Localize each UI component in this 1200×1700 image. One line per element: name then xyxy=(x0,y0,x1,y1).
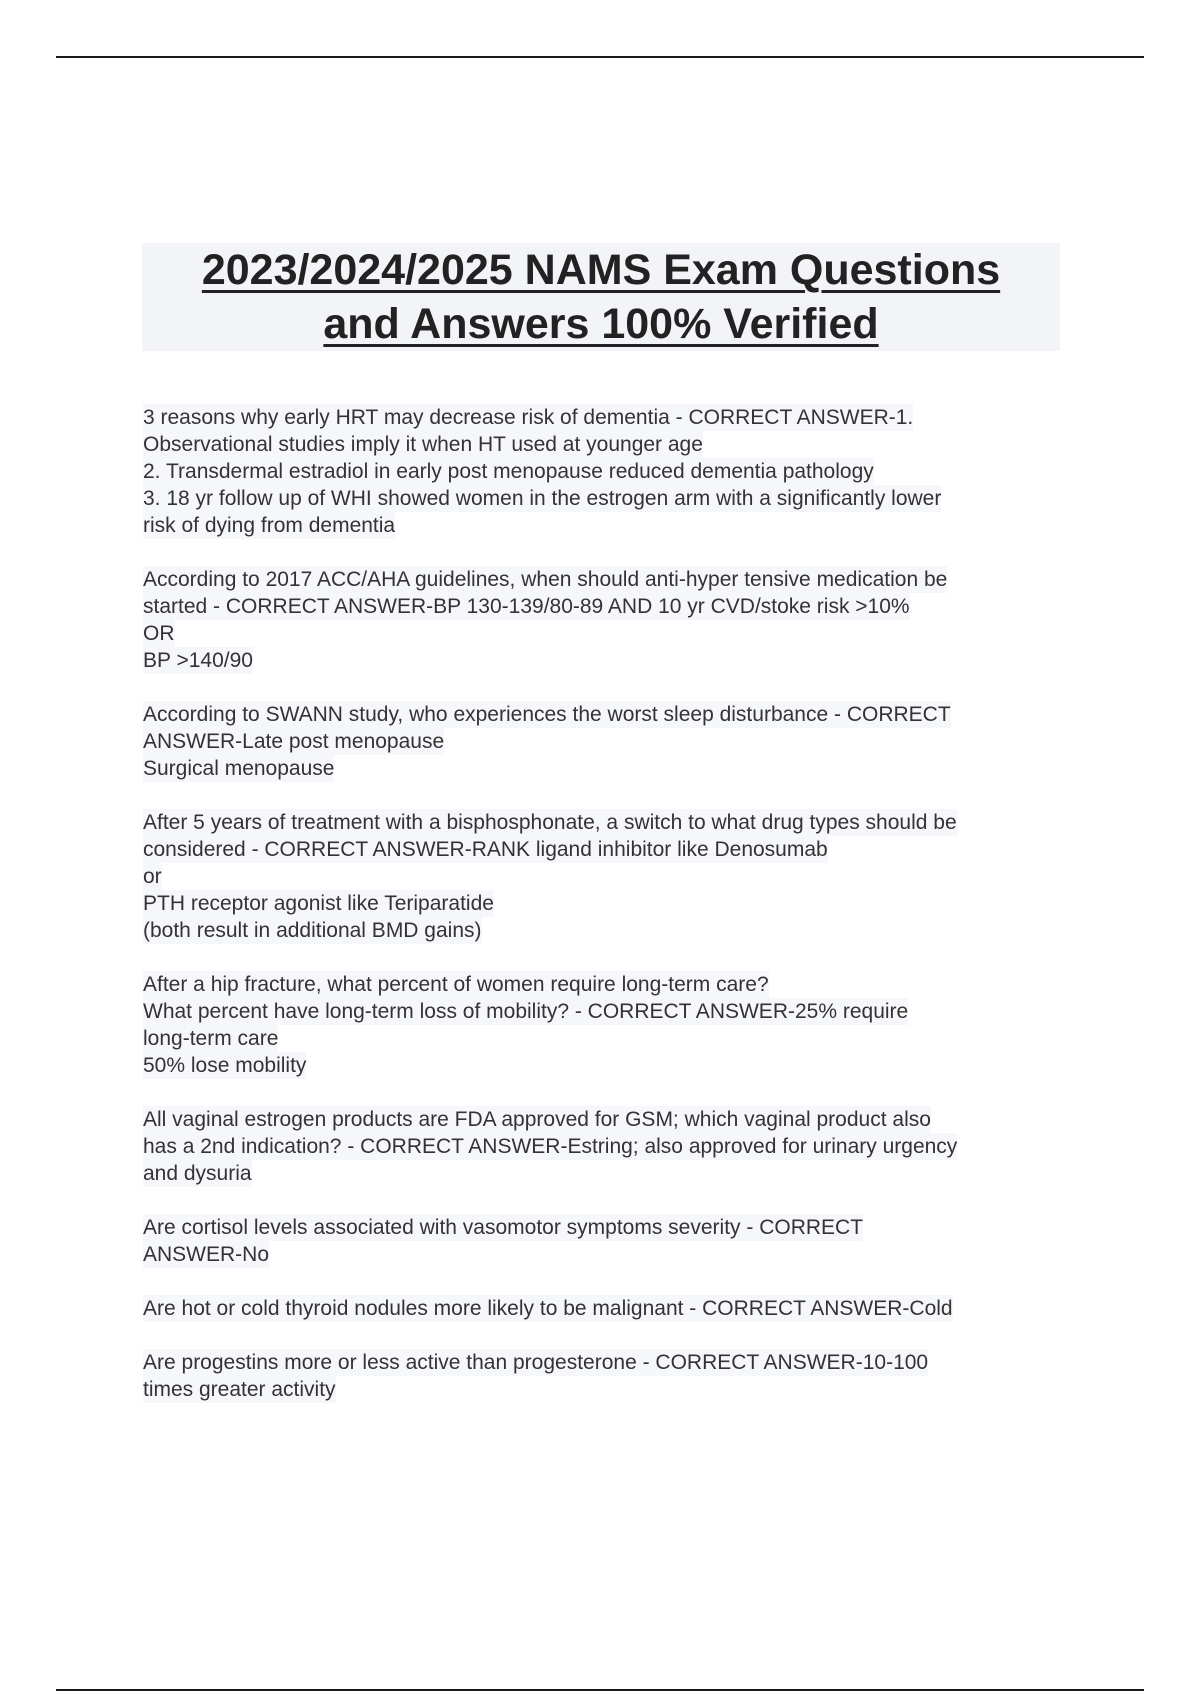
qa-item xyxy=(143,1349,1063,1403)
document-title xyxy=(142,243,1060,351)
qa-line: Surgical menopause xyxy=(143,757,335,780)
qa-line: BP >140/90 xyxy=(143,649,253,672)
qa-item xyxy=(143,1106,1063,1187)
qa-line: OR xyxy=(143,622,175,645)
qa-line: After a hip fracture, what percent of women require long-term care? xyxy=(143,973,769,996)
qa-line: has a 2nd indication? - CORRECT ANSWER-Estring; also approved for urinary urgency xyxy=(143,1135,958,1158)
qa-line: ANSWER-No xyxy=(143,1243,270,1266)
qa-line: and dysuria xyxy=(143,1162,252,1185)
qa-line: or xyxy=(143,865,162,888)
qa-line: 3. 18 yr follow up of WHI showed women in the estrogen arm with a significantly lower xyxy=(143,487,942,510)
qa-line: ANSWER-Late post menopause xyxy=(143,730,445,753)
qa-line: Are hot or cold thyroid nodules more likely to be malignant - CORRECT ANSWER-Cold xyxy=(143,1297,953,1320)
qa-item xyxy=(143,701,1063,782)
qa-line: risk of dying from dementia xyxy=(143,514,396,537)
qa-list xyxy=(143,404,1063,1430)
qa-line: Are cortisol levels associated with vasomotor symptoms severity - CORRECT xyxy=(143,1216,864,1239)
qa-item xyxy=(143,1214,1063,1268)
qa-line: What percent have long-term loss of mobility? - CORRECT ANSWER-25% require xyxy=(143,1000,909,1023)
qa-item xyxy=(143,404,1063,539)
top-rule xyxy=(56,56,1144,58)
title-line: and Answers 100% Verified xyxy=(323,300,879,348)
qa-line: times greater activity xyxy=(143,1378,336,1401)
qa-line: According to 2017 ACC/AHA guidelines, when should anti-hyper tensive medication be xyxy=(143,568,948,591)
qa-line: PTH receptor agonist like Teriparatide xyxy=(143,892,494,915)
qa-item xyxy=(143,1295,1063,1322)
qa-line: According to SWANN study, who experiences the worst sleep disturbance - CORRECT xyxy=(143,703,951,726)
qa-line: started - CORRECT ANSWER-BP 130-139/80-89 AND 10 yr CVD/stoke risk >10% xyxy=(143,595,910,618)
qa-line: considered - CORRECT ANSWER-RANK ligand inhibitor like Denosumab xyxy=(143,838,828,861)
qa-line: All vaginal estrogen products are FDA approved for GSM; which vaginal product also xyxy=(143,1108,931,1131)
bottom-rule xyxy=(56,1689,1144,1691)
qa-item xyxy=(143,809,1063,944)
qa-line: Observational studies imply it when HT used at younger age xyxy=(143,433,703,456)
qa-item xyxy=(143,971,1063,1079)
qa-line: After 5 years of treatment with a bisphosphonate, a switch to what drug types should be xyxy=(143,811,957,834)
qa-line: 50% lose mobility xyxy=(143,1054,307,1077)
qa-item xyxy=(143,566,1063,674)
qa-line: 3 reasons why early HRT may decrease risk of dementia - CORRECT ANSWER-1. xyxy=(143,406,914,429)
qa-line: long-term care xyxy=(143,1027,279,1050)
qa-line: Are progestins more or less active than progesterone - CORRECT ANSWER-10-100 xyxy=(143,1351,929,1374)
qa-line: (both result in additional BMD gains) xyxy=(143,919,482,942)
qa-line: 2. Transdermal estradiol in early post menopause reduced dementia pathology xyxy=(143,460,874,483)
title-line: 2023/2024/2025 NAMS Exam Questions xyxy=(201,246,1001,294)
